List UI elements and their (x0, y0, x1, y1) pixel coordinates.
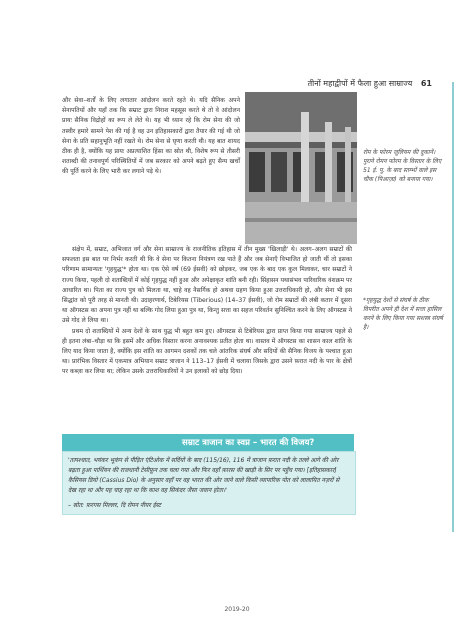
paragraph: संक्षेप में, सम्राट, अभिजात वर्ग और सेना साम्राज्य के राजनीतिक इतिहास में तीन मुख्य 'खिलाड़ी' थे। अलग–अलग सम्राटों की सफलता इस बात पर निर्भर करती थी कि वे सेना पर कितना नियंत्रण रख पाते हैं और जब सेनाएँ विभाजित हो जाती थीं तो इसका परिणाम सामान्यतः 'गृहयुद्ध'* होता था। एक ऐसे वर्ष (69 ईसवी) को छोड़कर, जब एक के बाद एक कुल मिलाकर, चार सम्राटों ने राज्य किया, पहली दो शताब्दियों में कोई गृहयुद्ध नहीं हुआ और अपेक्षाकृत शांति बनी रही। सिंहासन यथासंभव पारिवारिक वंशक्रम पर आधारित था। पिता का राज्य पुत्र को मिलता था, चाहे वह नैसर्गिक हो अथवा ग्रहण किया हुआ उत्तराधिकारी हो, और सेना भी इस सिद्धांत को पूरी तरह से मानती थी। उदाहरणार्थ, टिबेरियस (Tiberious) (14–37 ईसवी), जो रोम सम्राटों की लंबी कतार में दूसरा था ऑगस्टस का अपना पुत्र नहीं था बल्कि गोद लिया हुआ पुत्र था, किन्तु सत्ता का सहज परिवर्तन सुनिश्चित करने के लिए ऑगस्टस ने उसे गोद ले लिया था। (62, 246, 352, 325)
box-title: सम्राट त्राजान का स्वप्न – भारत की विजय? (182, 438, 315, 448)
photo-caption: रोम के फोरम जूलियम की दुकानें। पुराने रोमन फोरम के विस्तार के लिए 51 ई. पू. के बाद स्तम्भों वाले इस चौक (पिआज़ा) को बनाया गया। (363, 149, 442, 183)
box-quote: 'तत्पश्चात, भयंकर भूकंप से पीड़ित एंटिओक में सर्दियों के बाद (115/16), 116 में त्राजान फ़रात नदी के तल्ले आगे की ओर बढ़ता हुआ पार्थियन की राजधानी टेसीफ़ून तक चला गया और फिर वहाँ फ़ारस की खाड़ी के सिर पर पहुँच गया। [इतिहासकार] कैसियस डियो (Cassius Dio) के अनुसार वहाँ पर वह भारत की ओर जाने वाले किसी व्यापारिक पोत को लालायित नज़रों से देख रहा था और यह चाह रहा था कि काश वह सिकंदर जैसा जवान होता।' (68, 457, 340, 494)
box-source: – स्रोत: फ़रगस मिल्लर, दि रोमन नीयर ईस्ट (68, 502, 162, 509)
margin-rule (452, 82, 454, 532)
running-title: तीनों महाद्वीपों में फैला हुआ साम्राज्य (307, 79, 413, 88)
page-number: 61 (420, 79, 432, 88)
side-note: *गृहयुद्ध देशों से संघर्ष के ठीक विपरीत अपने ही देश में सत्ता हासिल करने के लिए किया गया सशस्त्र संघर्ष है। (363, 297, 443, 331)
paragraph: और सेवा–शर्तों के लिए लगातार आंदोलन करते रहते थे। यदि सैनिक अपने सेनापतियों और यहाँ तक कि सम्राट द्वारा निराश महसूस करते थे तो वे आंदोलन प्रायः सैनिक विद्रोहों का रूप ले लेते थे। यह भी ध्यान रहे कि रोम सेना की जो तस्वीर हमारे सामने पेश की गई है वह उन इतिहासकारों द्वारा तैयार की गई थी जो सेना के प्रति सहानुभूति नहीं रखते थे। रोम सेना से घृणा करती थी। यह बात शायद ठीक ही है, क्योंकि यह प्रायः अप्रत्याशित हिंसा का स्रोत थी, विशेष रूप से तीसरी शताब्दी की तनावपूर्ण परिस्थितियों में जब सरकार को अपने बढ़ते हुए सैन्य खर्चों की पूर्ति करने के लिए भारी कर लगाने पड़े थे। (62, 97, 240, 176)
footer-year: 2019-20 (224, 606, 250, 613)
ruins-image (245, 92, 357, 244)
body-text-full (62, 245, 352, 378)
box-title-bar (62, 434, 354, 451)
running-header (308, 78, 432, 89)
forum-photo (245, 92, 357, 244)
paragraph: प्रथम दो शताब्दियों में अन्य देशों के साथ युद्ध भी बहुत कम हुए। ऑगस्टस से टिबेरियस द्वारा प्राप्त किया गया साम्राज्य पहले से ही इतना लंबा–चौड़ा था कि इसमें और अधिक विस्तार करना अनावश्यक प्रतीत होता था। वास्तव में ऑगस्टस का शासन काल शांति के लिए याद किया जाता है, क्योंकि इस शांति का आगमन दशकों तक चले आंतरिक संघर्ष और सदियों की सैनिक विजय के पश्चात हुआ था। प्रारंभिक विस्तार में एकमात्र अभियान सम्राट त्राजान ने 113–17 ईसवी में चलाया जिसके द्वारा उसने फ़रात नदी के पार के क्षेत्रों पर कब्ज़ा कर लिया था; लेकिन उसके उत्तराधिकारियों ने उन इलाकों को छोड़ दिया। (62, 327, 352, 376)
body-text-top (62, 96, 240, 178)
